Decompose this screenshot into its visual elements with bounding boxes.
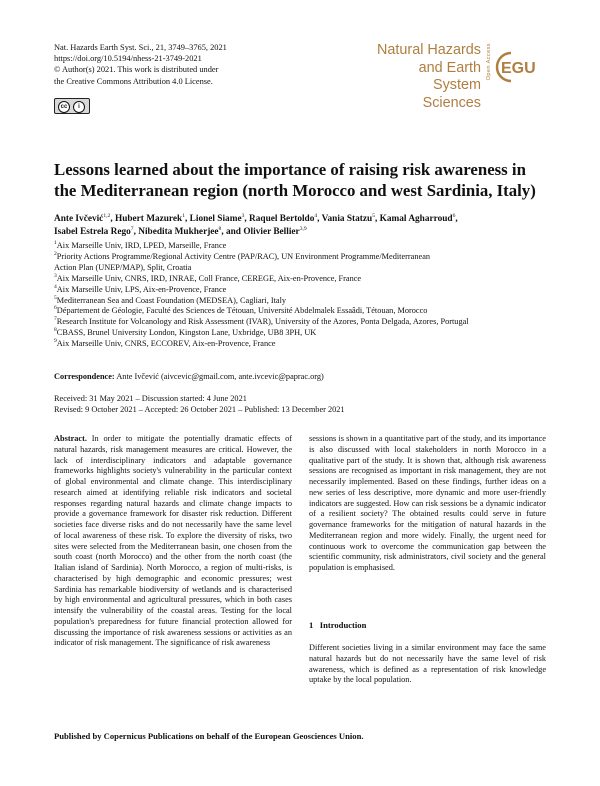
paper-title	[54, 160, 554, 201]
cc-by-license-badge[interactable]	[54, 98, 90, 114]
affiliation: $^4$Aix Marseille Univ, LPS, Aix-en-Provence, France	[54, 283, 227, 294]
journal-name	[369, 42, 481, 112]
affiliation: $^3$Aix Marseille Univ, CNRS, IRD, INRAE, Coll France, CEREGE, Aix-en-Provence, France	[54, 272, 362, 283]
author: Hubert Mazurek$^1$	[114, 212, 185, 224]
publication-dates	[54, 393, 345, 415]
author-list: Ante Ivčević$^{1,2}$, Hubert Mazurek$^1$, Lionel Siame$^3$, Raquel Bertoldo$^4$, Vania Statzu$^5$, Kamal Agharroud$^6$, Isabel Estrela Rego$^7$, Nibedita Mukherjee$^8$, and Olivier Bellier$^{3,9}$	[54, 212, 458, 237]
correspondence	[54, 372, 324, 381]
affiliation: $^5$Mediterranean Sea and Coast Foundation (MEDSEA), Cagliari, Italy	[54, 294, 287, 305]
egu-logo	[494, 50, 544, 84]
author: Olivier Bellier$^{3,9}$	[243, 225, 307, 237]
abstract-column-left	[54, 434, 292, 649]
correspondence-emails[interactable]: Ante Ivčević (aivcevic@gmail.com, ante.ivcevic@paprac.org)	[116, 372, 324, 381]
author: Isabel Estrela Rego$^7$	[54, 225, 134, 237]
title-line-2: the Mediterranean region (north Morocco and west Sardinia, Italy)	[54, 180, 536, 200]
abstract-column-right	[309, 434, 546, 574]
affiliation: $^6$Département de Géologie, Faculté des Sciences de Tétouan, Université Abdelmalek Essaâdi, Tétouan, Morocco	[54, 305, 428, 316]
abstract-text-part1: In order to mitigate the potentially dramatic effects of natural hazards, risk management measures are critical. However, the lack of interdisciplinary indicators and adaptable governance frameworks highlights society's vulnerability in the particular context of global environmental and climate change. This interdisciplinary research aimed at identifying reliable risk indicators and societal responses regarding natural hazards and climate change impacts to provide a governance framework for disaster risk reduction. Different societies face diverse risks and do not necessarily have the same level of local awareness of these risk. To explore the diversity of risks, two sites were selected from the Mediterranean basin, one chosen from the south coast (north Morocco) and the other from the north coast (the Italian island of Sardinia). North Morocco, a region of multi-risks, is characterised by high demographic and economic pressures; west Sardinia has remarkable biodiversity of wetlands and is characterised by high environmental and agricultural pressures, which in both cases intensify the vulnerability of the coastal areas. Testing for the local population's preparedness for future financial protection allowed for discussing the importance of risk awareness sessions or activities as an indicator of risk management. The significance of risk awareness	[54, 434, 293, 648]
dates-line-1: Received: 31 May 2021 – Discussion started: 4 June 2021	[54, 394, 247, 403]
open-access-label: Open Access	[486, 43, 492, 81]
copyright-line: © Author(s) 2021. This work is distributed under	[54, 65, 219, 75]
author: Lionel Siame$^3$	[189, 212, 245, 224]
affiliation: Action Plan (UNEP/MAP), Split, Croatia	[54, 262, 192, 272]
journal-name-line3: Sciences	[422, 94, 481, 111]
publisher-footer: Published by Copernicus Publications on behalf of the European Geosciences Union.	[54, 731, 364, 741]
affiliation: $^1$Aix Marseille Univ, IRD, LPED, Marseille, France	[54, 240, 227, 250]
correspondence-label: Correspondence:	[54, 372, 115, 381]
section-heading-introduction: 1 Introduction	[309, 620, 367, 630]
affiliation: $^2$Priority Actions Programme/Regional Activity Centre (PAP/RAC), UN Environment Programme/Mediterranean	[54, 251, 431, 261]
by-attribution-icon: i	[73, 101, 85, 113]
affiliation: $^9$Aix Marseille Univ, CNRS, ECCOREV, Aix-en-Provence, France	[54, 338, 276, 349]
citation: Nat. Hazards Earth Syst. Sci., 21, 3749–3765, 2021	[54, 43, 227, 52]
title-line-1: Lessons learned about the importance of raising risk awareness in	[54, 160, 526, 179]
license-line: the Creative Commons Attribution 4.0 License.	[54, 76, 213, 86]
journal-name-line2: and Earth System	[418, 59, 481, 93]
egu-logo-text: EGU	[501, 60, 536, 77]
abstract-label: Abstract.	[54, 434, 87, 443]
affiliations	[54, 241, 554, 350]
abstract-text-part2: sessions is shown in a quantitative part of the study, and its importance is also discussed with local stakeholders in north Morocco in a qualitative part of the study. It is shown that, although risk awareness sessions are recognised as important in risk management, they are not necessarily implemented. Based on these findings, further ideas on a new series of less descriptive, more dynamic and more user-friendly indicators are suggested. How can risk sessions be a dynamic indicator of a resilient society? The obtained results could serve in future governance frameworks for the mitigation of natural hazards in the Mediterranean region and more widely. Finally, the urgent need for continuous work to overcome the communication gap between the scientific community, risk administrators, civil society and the general population is emphasised.	[309, 434, 546, 572]
doi-link[interactable]: https://doi.org/10.5194/nhess-21-3749-2021	[54, 54, 202, 64]
affiliation: $^8$CBASS, Brunel University London, Kingston Lane, Uxbridge, UB8 3PH, UK	[54, 327, 317, 338]
dates-line-2: Revised: 9 October 2021 – Accepted: 26 October 2021 – Published: 13 December 2021	[54, 405, 345, 414]
author: Kamal Agharroud$^6$	[379, 212, 456, 224]
journal-name-line1: Natural Hazards	[377, 42, 481, 58]
introduction-text: Different societies living in a similar environment may face the same natural hazards but do not necessarily have the same level of risk awareness, which is defined as a representation of risk knowledge uptake by the local population.	[309, 643, 546, 685]
cc-icon: cc	[58, 101, 70, 113]
author: Vania Statzu$^5$	[321, 212, 375, 224]
article-metadata	[54, 42, 227, 87]
author: Nibedita Mukherjee$^8$	[138, 225, 222, 237]
affiliation: $^7$Research Institute for Volcanology and Risk Assessment (IVAR), University of the Azores, Ponta Delgada, Azores, Portugal	[54, 316, 469, 327]
author: Ante Ivčević$^{1,2}$	[54, 212, 111, 224]
author: Raquel Bertoldo$^4$	[249, 212, 318, 224]
